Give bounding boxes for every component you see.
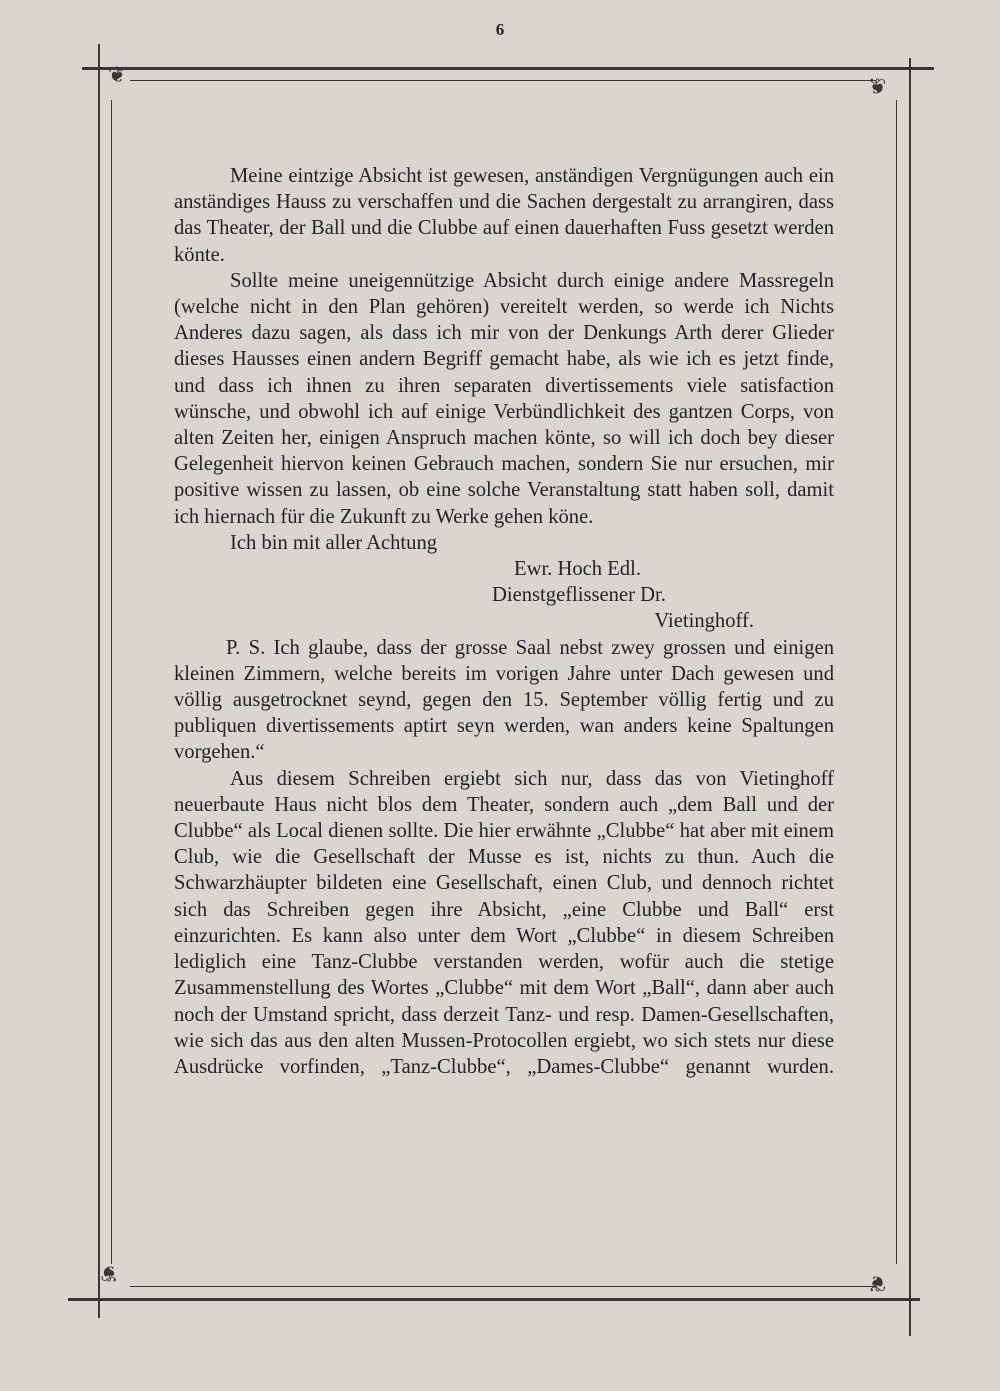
signature-name: Vietinghoff.: [654, 610, 754, 633]
signature-line-2: Dienstgeflissener Dr.: [492, 584, 666, 607]
page-number: 6: [495, 20, 505, 39]
frame-bottom-outer-rule: [68, 1298, 920, 1301]
body-text: [174, 163, 834, 1080]
signature-line-1: Ewr. Hoch Edl.: [514, 558, 641, 581]
frame-left-outer-rule: [98, 44, 100, 1318]
frame-bottom-inner-rule: [130, 1286, 876, 1287]
paragraph-3: Aus diesem Schreiben ergiebt sich nur, dass das von Vietinghoff neuerbaute Haus nicht blos dem Theater, sondern auch „dem Ball und der Clubbe“ als Local dienen sollte. Die hier erwähnte „Clubbe“ hat aber mit einem Club, wie die Gesellschaft der Musse es ist, nichts zu thun. Auch die Schwarzhäupter bildeten eine Gesellschaft, einen Club, und dennoch richtet sich das Schreiben gegen ihre Absicht, „eine Clubbe und Ball“ erst einzurichten. Es kann also unter dem Wort „Clubbe“ in diesem Schreiben lediglich eine Tanz-Clubbe verstanden werden, wofür auch die stetige Zusammenstellung des Wortes „Clubbe“ mit dem Wort „Ball“, dann aber auch noch der Umstand spricht, dass derzeit Tanz- und resp. Damen-Gesellschaften, wie sich das aus den alten Mussen-Protocollen ergiebt, wo sich stets nur diese Ausdrücke vorfinden, „Tanz-Clubbe“, „Dames-Clubbe“ genannt wurden.: [174, 767, 834, 1078]
frame-right-outer-rule: [909, 58, 911, 1336]
corner-ornament-bottom-right-icon: ❦: [868, 1271, 887, 1296]
corner-ornament-bottom-left-icon: ❦: [100, 1261, 119, 1286]
paragraph-1: Meine eintzige Absicht ist gewesen, anständigen Vergnügungen auch ein anständiges Hauss zu verschaffen und die Sachen dergestalt zu arrangiren, dass das Theater, der Ball und die Clubbe auf einen dauerhaften Fuss gesetzt werden könte.: [174, 165, 834, 266]
frame-right-inner-rule: [896, 100, 897, 1264]
frame-top-inner-rule: [130, 80, 876, 81]
corner-ornament-top-right-icon: ❦: [868, 74, 887, 99]
postscript: P. S. Ich glaube, dass der grosse Saal nebst zwey grossen und einigen kleinen Zimmern, welche bereits im vorigen Jahre unter Dach gewesen und völlig ausgetrocknet seynd, gegen den 15. September völlig fertig und zu publiquen divertissements aptirt seyn werden, wan anders keine Spaltungen vorgehen.“: [174, 636, 834, 764]
closing-line: Ich bin mit aller Achtung: [230, 531, 438, 554]
paragraph-2: Sollte meine uneigennützige Absicht durch einige andere Massregeln (welche nicht in den Plan gehören) vereitelt werden, so werde ich Nichts Anderes dazu sagen, als dass ich mir von der Denkungs Arth derer Glieder dieses Hausses einen andern Begriff gemacht habe, als wie ich es jetzt finde, und dass ich ihnen zu ihren separaten divertissements viele satisfaction wünsche, und obwohl ich auf einige Verbündlichkeit des gantzen Corps, von alten Zeiten her, einigen Anspruch machen könte, so will ich doch bey dieser Gelegenheit hiervon keinen Gebrauch machen, sondern Sie nur ersuchen, mir positive wissen zu lassen, ob eine solche Veranstaltung statt haben soll, damit ich hiernach für die Zukunft zu Werke gehen köne.: [174, 269, 834, 528]
corner-ornament-top-left-icon: ❦: [108, 62, 127, 87]
frame-left-inner-rule: [111, 100, 112, 1264]
frame-top-outer-rule: [82, 67, 934, 70]
